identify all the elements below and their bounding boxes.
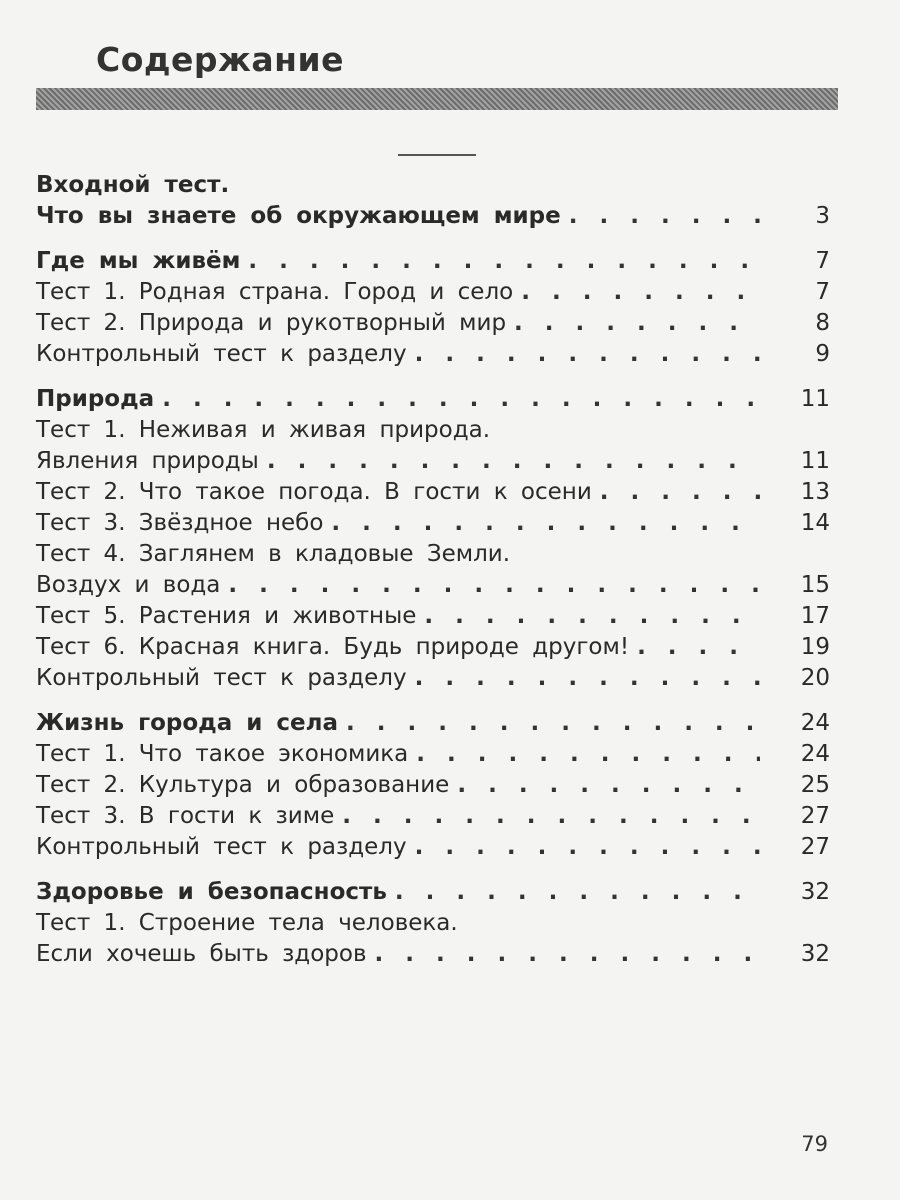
toc-intro-entry[interactable]: [36, 201, 830, 232]
section-title: Природа: [36, 386, 155, 412]
dot-leader: [415, 832, 760, 863]
entry-label: Контрольный тест к разделу: [36, 665, 407, 691]
toc-section-heading[interactable]: [36, 877, 830, 908]
page-number: 7: [815, 248, 830, 274]
entry-label-continued: Воздух и вода: [36, 572, 221, 598]
section-title: Здоровье и безопасность: [36, 879, 387, 905]
toc-entry[interactable]: [36, 770, 830, 801]
page-number: 24: [800, 710, 830, 736]
toc-entry[interactable]: [36, 339, 830, 370]
page-number: 7: [815, 279, 830, 305]
entry-label: Тест 3. В гости к зиме: [36, 803, 335, 829]
entry-label: Тест 1. Строение тела человека.: [36, 910, 458, 936]
page-number: 25: [800, 772, 830, 798]
toc-entry[interactable]: [36, 801, 830, 832]
page-number: 3: [815, 203, 830, 229]
page-number: 11: [800, 448, 830, 474]
title-divider: [36, 88, 838, 110]
dot-leader: [162, 384, 760, 415]
dot-leader: [228, 570, 760, 601]
dot-leader: [395, 877, 760, 908]
section-title: Жизнь города и села: [36, 710, 338, 736]
dot-leader: [248, 246, 760, 277]
page-number: 19: [800, 634, 830, 660]
toc-entry[interactable]: [36, 446, 830, 477]
dot-leader: [457, 770, 760, 801]
page-number: 32: [800, 941, 830, 967]
dot-leader: [514, 308, 760, 339]
toc-entry[interactable]: [36, 570, 830, 601]
entry-label: Тест 6. Красная книга. Будь природе другом!: [36, 634, 630, 660]
entry-label: Контрольный тест к разделу: [36, 834, 407, 860]
entry-label: Тест 4. Заглянем в кладовые Земли.: [36, 541, 511, 567]
page-number: 20: [800, 665, 830, 691]
dot-leader: [569, 201, 760, 232]
entry-label: Тест 5. Растения и животные: [36, 603, 417, 629]
entry-label-continued: Если хочешь быть здоров: [36, 941, 367, 967]
dot-leader: [424, 601, 760, 632]
toc-entry-line-1: [36, 539, 830, 570]
page-number: 14: [800, 510, 830, 536]
toc-entry[interactable]: [36, 601, 830, 632]
dot-leader: [342, 801, 760, 832]
dot-leader: [415, 339, 760, 370]
toc-entry[interactable]: [36, 739, 830, 770]
entry-label: Тест 2. Культура и образование: [36, 772, 450, 798]
toc-section-heading[interactable]: [36, 246, 830, 277]
toc-entry-line-1: [36, 415, 830, 446]
toc-intro-heading: [36, 170, 830, 201]
section-title: Где мы живём: [36, 248, 241, 274]
page-number: 27: [800, 834, 830, 860]
page-number: 17: [800, 603, 830, 629]
dot-leader: [331, 508, 760, 539]
entry-label: Тест 1. Что такое экономика: [36, 741, 409, 767]
entry-label: Тест 3. Звёздное небо: [36, 510, 324, 536]
dot-leader: [521, 277, 760, 308]
page-number: 9: [815, 341, 830, 367]
toc-section-heading[interactable]: [36, 384, 830, 415]
toc-entry[interactable]: [36, 832, 830, 863]
short-divider: [398, 154, 476, 156]
table-of-contents: [36, 170, 830, 970]
entry-label: Тест 2. Природа и рукотворный мир: [36, 310, 507, 336]
entry-label: Контрольный тест к разделу: [36, 341, 407, 367]
toc-entry[interactable]: [36, 277, 830, 308]
entry-label: Тест 1. Родная страна. Город и село: [36, 279, 514, 305]
page-folio: 79: [801, 1132, 828, 1156]
dot-leader: [637, 632, 760, 663]
toc-entry[interactable]: [36, 308, 830, 339]
toc-entry[interactable]: [36, 477, 830, 508]
toc-intro-label-2: Что вы знаете об окружающем мире: [36, 203, 561, 229]
toc-intro-label-1: Входной тест.: [36, 172, 230, 198]
dot-leader: [267, 446, 760, 477]
page-number: 13: [800, 479, 830, 505]
dot-leader: [600, 477, 760, 508]
page-number: 27: [800, 803, 830, 829]
entry-label: Тест 1. Неживая и живая природа.: [36, 417, 491, 443]
page-number: 32: [800, 879, 830, 905]
page-number: 15: [800, 572, 830, 598]
dot-leader: [375, 939, 760, 970]
dot-leader: [415, 663, 760, 694]
page-number: 24: [800, 741, 830, 767]
toc-entry[interactable]: [36, 663, 830, 694]
entry-label: Тест 2. Что такое погода. В гости к осени: [36, 479, 592, 505]
toc-entry[interactable]: [36, 508, 830, 539]
toc-entry-line-1: [36, 908, 830, 939]
dot-leader: [416, 739, 760, 770]
toc-entry[interactable]: [36, 939, 830, 970]
toc-entry[interactable]: [36, 632, 830, 663]
entry-label-continued: Явления природы: [36, 448, 259, 474]
page-number: 11: [800, 386, 830, 412]
page-title: Содержание: [96, 40, 344, 79]
toc-section-heading[interactable]: [36, 708, 830, 739]
page-number: 8: [815, 310, 830, 336]
dot-leader: [346, 708, 760, 739]
